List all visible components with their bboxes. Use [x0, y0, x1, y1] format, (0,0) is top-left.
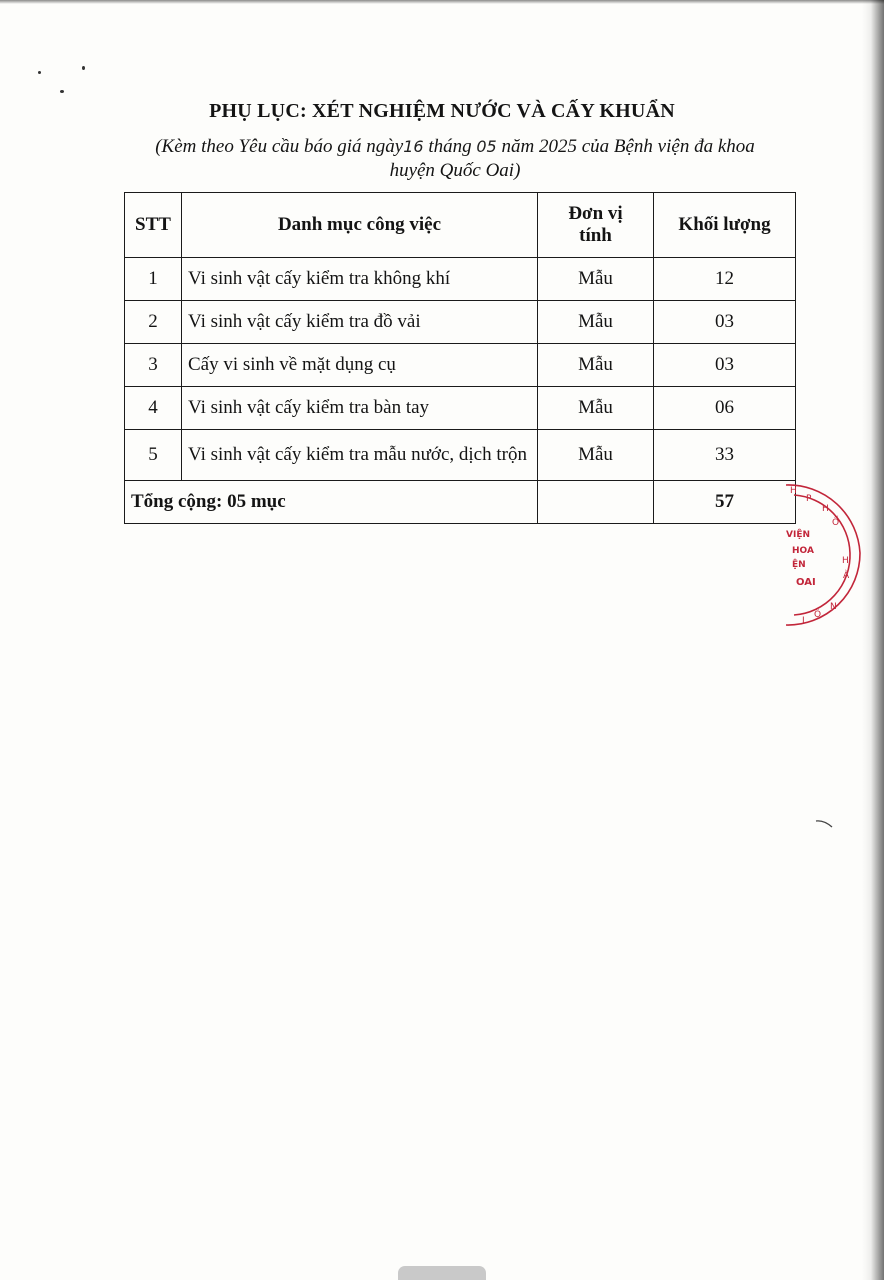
cell-item: Vi sinh vật cấy kiểm tra đồ vải	[182, 301, 538, 344]
scan-speck	[60, 90, 64, 93]
header-unit-label: Đơn vị tính	[568, 203, 623, 246]
subtitle-day-handwritten: 16	[403, 137, 424, 156]
table-header-row	[125, 193, 796, 258]
svg-text:I: I	[802, 616, 805, 626]
cell-stt: 1	[125, 258, 182, 301]
cell-item: Cấy vi sinh về mặt dụng cụ	[182, 344, 538, 387]
header-unit	[538, 193, 654, 258]
cell-quantity: 33	[654, 430, 796, 481]
svg-text:À: À	[843, 571, 850, 581]
cell-stt: 2	[125, 301, 182, 344]
header-quantity: Khối lượng	[654, 193, 796, 258]
cell-quantity: 06	[654, 387, 796, 430]
table-row	[125, 430, 796, 481]
svg-text:P: P	[806, 494, 812, 504]
pen-mark	[815, 818, 835, 830]
table-total-row	[125, 481, 796, 524]
svg-text:ỆN: ỆN	[792, 560, 806, 570]
cell-quantity: 03	[654, 301, 796, 344]
cell-stt: 4	[125, 387, 182, 430]
subtitle-suffix: năm 2025 của Bệnh viện đa khoa	[496, 136, 755, 157]
cell-unit: Mẫu	[538, 344, 654, 387]
cell-unit: Mẫu	[538, 387, 654, 430]
top-shadow	[0, 0, 884, 4]
svg-text:HOA: HOA	[792, 546, 814, 556]
table-row	[125, 301, 796, 344]
total-unit	[538, 481, 654, 524]
cell-stt: 3	[125, 344, 182, 387]
svg-text:OAI: OAI	[796, 577, 816, 588]
svg-text:Ố: Ố	[832, 518, 840, 528]
table-row	[125, 344, 796, 387]
cell-quantity: 12	[654, 258, 796, 301]
page-subtitle	[110, 135, 800, 183]
page-title: PHỤ LỤC: XÉT NGHIỆM NƯỚC VÀ CẤY KHUẨN	[209, 100, 675, 122]
cell-item: Vi sinh vật cấy kiểm tra bàn tay	[182, 387, 538, 430]
subtitle-month-label: tháng	[423, 136, 477, 157]
svg-text:H: H	[790, 486, 797, 496]
table-row	[125, 387, 796, 430]
subtitle-prefix: (Kèm theo Yêu cầu báo giá ngày	[155, 136, 404, 157]
work-items-table	[124, 192, 796, 524]
header-stt: STT	[125, 193, 182, 258]
header-item: Danh mục công việc	[182, 193, 538, 258]
cell-item: Vi sinh vật cấy kiểm tra mẫu nước, dịch trộn	[182, 430, 538, 481]
cell-item: Vi sinh vật cấy kiểm tra không khí	[182, 258, 538, 301]
scan-speck	[82, 66, 85, 70]
total-quantity: 57	[654, 481, 796, 524]
svg-text:VIỆN: VIỆN	[786, 530, 810, 540]
svg-text:Ộ: Ộ	[814, 610, 822, 620]
svg-text:N: N	[830, 602, 837, 612]
subtitle-line2: huyện Quốc Oai)	[389, 160, 521, 181]
svg-text:H: H	[822, 504, 829, 514]
cell-unit: Mẫu	[538, 301, 654, 344]
cell-unit: Mẫu	[538, 258, 654, 301]
subtitle-month-handwritten: 05	[476, 137, 497, 156]
scroll-handle[interactable]	[398, 1266, 486, 1280]
cell-quantity: 03	[654, 344, 796, 387]
cell-stt: 5	[125, 430, 182, 481]
table-row	[125, 258, 796, 301]
scan-speck	[38, 71, 41, 74]
page-edge-shadow	[862, 0, 884, 1280]
svg-text:H: H	[842, 556, 849, 566]
total-label: Tổng cộng: 05 mục	[125, 481, 538, 524]
red-seal-stamp	[770, 483, 870, 633]
cell-unit: Mẫu	[538, 430, 654, 481]
